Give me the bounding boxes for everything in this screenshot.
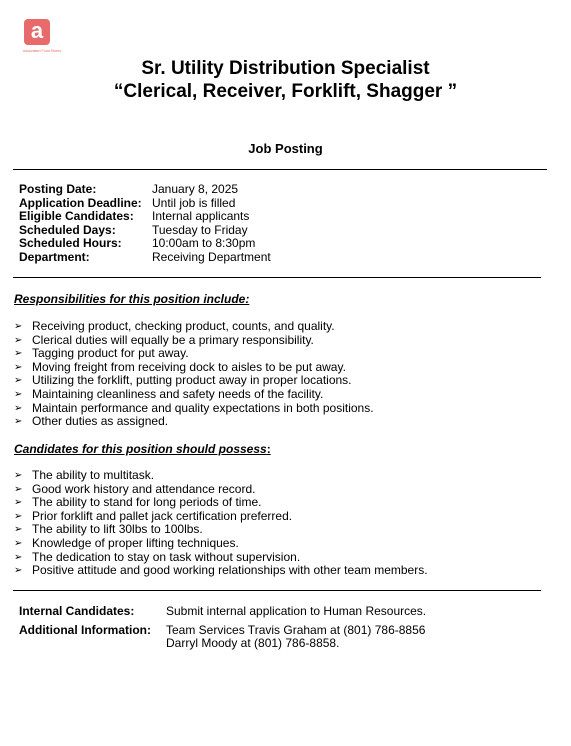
additional-info-row <box>19 624 426 651</box>
arrow-bullet-icon: ➢ <box>14 334 23 346</box>
list-item-text: Positive attitude and good working relationships with other team members. <box>32 563 428 578</box>
arrow-bullet-icon: ➢ <box>14 497 23 509</box>
detail-label: Application Deadline: <box>19 195 142 210</box>
list-item <box>14 402 374 416</box>
arrow-bullet-icon: ➢ <box>14 537 23 549</box>
additional-info-value <box>166 624 425 651</box>
list-item-text: Prior forklift and pallet jack certification preferred. <box>32 508 293 523</box>
list-item <box>14 483 428 497</box>
arrow-bullet-icon: ➢ <box>14 348 23 360</box>
list-item-text: Tagging product for put away. <box>32 346 189 361</box>
list-item <box>14 415 374 429</box>
list-item <box>14 564 428 578</box>
list-item <box>14 469 428 483</box>
arrow-bullet-icon: ➢ <box>14 524 23 536</box>
list-item <box>14 347 374 361</box>
list-item <box>14 537 428 551</box>
detail-label: Scheduled Days: <box>19 222 116 237</box>
candidates-heading-colon: : <box>266 442 271 456</box>
list-item <box>14 374 374 388</box>
list-item <box>14 361 374 375</box>
detail-value: Receiving Department <box>152 249 271 264</box>
list-item-text: The ability to lift 30lbs to 100lbs. <box>32 522 203 537</box>
arrow-bullet-icon: ➢ <box>14 402 23 414</box>
list-item-text: Maintain performance and quality expectations in both positions. <box>32 400 374 415</box>
detail-label: Scheduled Hours: <box>19 236 122 251</box>
divider <box>13 277 541 278</box>
detail-label: Eligible Candidates: <box>19 209 134 224</box>
arrow-bullet-icon: ➢ <box>14 361 23 373</box>
contact-line: Darryl Moody at (801) 786-8858. <box>166 636 340 651</box>
company-logo <box>22 19 62 59</box>
detail-row <box>19 237 271 251</box>
list-item-text: Utilizing the forklift, putting product away in proper locations. <box>32 373 352 388</box>
candidates-heading <box>14 442 271 456</box>
arrow-bullet-icon: ➢ <box>14 321 23 332</box>
additional-info-label: Additional Information: <box>19 622 151 637</box>
arrow-bullet-icon: ➢ <box>14 510 23 522</box>
list-item-text: The ability to stand for long periods of time. <box>32 495 262 510</box>
detail-row <box>19 210 271 224</box>
internal-candidates-value: Submit internal application to Human Resources. <box>166 604 427 618</box>
list-item <box>14 523 428 537</box>
internal-candidates-row <box>19 605 426 619</box>
list-item-text: The dedication to stay on task without supervision. <box>32 549 301 564</box>
list-item <box>14 551 428 565</box>
candidates-list <box>14 469 428 578</box>
list-item-text: Clerical duties will equally be a primary responsibility. <box>32 332 314 347</box>
detail-label: Posting Date: <box>19 182 97 196</box>
detail-value: 10:00am to 8:30pm <box>152 236 256 251</box>
detail-value: January 8, 2025 <box>152 182 239 196</box>
list-item <box>14 388 374 402</box>
arrow-bullet-icon: ➢ <box>14 551 23 563</box>
list-item-text: The ability to multitask. <box>32 468 155 482</box>
arrow-bullet-icon: ➢ <box>14 375 23 387</box>
detail-value: Until job is filled <box>152 195 236 210</box>
contact-section <box>19 605 426 651</box>
list-item-text: Maintaining cleanliness and safety needs of the facility. <box>32 386 324 401</box>
job-title: Sr. Utility Distribution Specialist <box>141 58 430 79</box>
divider <box>13 590 541 591</box>
logo-caption: Associated Food Stores <box>22 49 62 53</box>
list-item <box>14 496 428 510</box>
arrow-bullet-icon: ➢ <box>14 483 23 495</box>
list-item <box>14 320 374 334</box>
list-item-text: Moving freight from receiving dock to aisles to be put away. <box>32 359 346 374</box>
detail-value: Internal applicants <box>152 209 250 224</box>
list-item <box>14 510 428 524</box>
detail-row <box>19 251 271 265</box>
contact-line: Team Services Travis Graham at (801) 786-8856 <box>166 622 426 637</box>
responsibilities-list <box>14 320 374 429</box>
detail-row <box>19 197 271 211</box>
arrow-bullet-icon: ➢ <box>14 416 23 428</box>
divider <box>13 169 547 170</box>
list-item-text: Good work history and attendance record. <box>32 481 256 496</box>
arrow-bullet-icon: ➢ <box>14 388 23 400</box>
detail-row <box>19 224 271 238</box>
logo-letter: a <box>24 19 50 45</box>
posting-heading: Job Posting <box>248 141 323 156</box>
candidates-heading-text: Candidates for this position should possess <box>14 442 267 456</box>
detail-value: Tuesday to Friday <box>152 222 248 237</box>
list-item-text: Receiving product, checking product, counts, and quality. <box>32 319 335 333</box>
list-item <box>14 334 374 348</box>
arrow-bullet-icon: ➢ <box>14 565 23 577</box>
list-item-text: Knowledge of proper lifting techniques. <box>32 535 239 550</box>
arrow-bullet-icon: ➢ <box>14 470 23 481</box>
detail-label: Department: <box>19 249 90 264</box>
posting-details <box>19 183 271 265</box>
detail-row <box>19 183 271 197</box>
list-item-text: Other duties as assigned. <box>32 414 169 429</box>
internal-candidates-label: Internal Candidates: <box>19 604 135 618</box>
responsibilities-heading: Responsibilities for this position include: <box>14 292 250 306</box>
job-subtitle-roles: “Clerical, Receiver, Forklift, Shagger ” <box>113 81 458 102</box>
